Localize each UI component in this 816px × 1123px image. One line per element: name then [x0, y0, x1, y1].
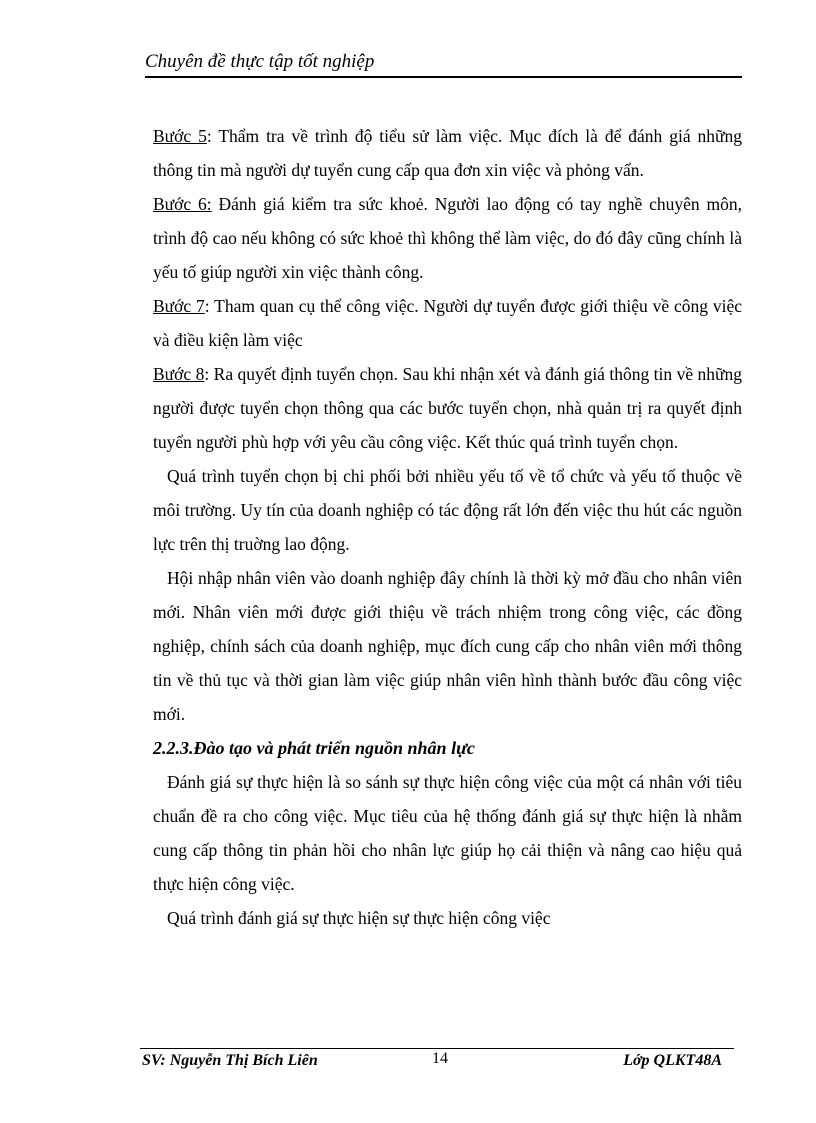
- document-body: [153, 119, 742, 935]
- page-header: [145, 50, 742, 78]
- step-8-text: : Ra quyết định tuyển chọn. Sau khi nhận xét và đánh giá thông tin về những người được tuyển chọn thông qua các bước tuyển chọn, nhà quản trị ra quyết định tuyển người phù hợp với yêu cầu công việc. Kết thúc quá trình tuyển chọn.: [153, 364, 742, 452]
- footer-student-name: SV: Nguyễn Thị Bích Liên: [142, 1052, 318, 1069]
- step-7-paragraph: [153, 289, 742, 357]
- step-7-text: : Tham quan cụ thể công việc. Người dự tuyển được giới thiệu về công việc và điều kiện làm việc: [153, 296, 742, 350]
- step-5-label: Bước 5: [153, 126, 207, 146]
- document-title: Chuyên đề thực tập tốt nghiệp: [145, 51, 375, 72]
- onboarding-paragraph: Hội nhập nhân viên vào doanh nghiệp đây chính là thời kỳ mở đầu cho nhân viên mới. Nhân viên mới được giới thiệu về trách nhiệm trong công việc, các đồng nghiệp, chính sách của doanh nghiệp, mục đích cung cấp cho nhân viên mới thông tin về thủ tục và thời gian làm việc giúp nhân viên hình thành bước đầu công việc mới.: [153, 568, 742, 724]
- footer-class-name: Lớp QLKT48A: [623, 1052, 722, 1069]
- selection-factors-paragraph: Quá trình tuyển chọn bị chi phối bởi nhiều yếu tố về tổ chức và yếu tố thuộc về môi trường. Uy tín của doanh nghiệp có tác động rất lớn đến việc thu hút các nguồn lực trên thị truờng lao động.: [153, 466, 742, 554]
- step-8-paragraph: [153, 357, 742, 459]
- step-5-text: : Thẩm tra về trình độ tiểu sử làm việc. Mục đích là để đánh giá những thông tin mà người dự tuyển cung cấp qua đơn xin việc và phỏng vấn.: [153, 126, 742, 180]
- step-6-label: Bước 6:: [153, 194, 212, 214]
- step-5-paragraph: [153, 119, 742, 187]
- step-6-paragraph: [153, 187, 742, 289]
- page-number: 14: [432, 1050, 448, 1067]
- step-7-label: Bước 7: [153, 296, 205, 316]
- evaluation-paragraph: Đánh giá sự thực hiện là so sánh sự thực hiện công việc của một cá nhân với tiêu chuẩn đề ra cho công việc. Mục tiêu của hệ thống đánh giá sự thực hiện là nhằm cung cấp thông tin phản hồi cho nhân lực giúp họ cải thiện và nâng cao hiệu quả thực hiện công việc.: [153, 772, 742, 894]
- section-heading: 2.2.3.Đào tạo và phát triển nguồn nhân lực: [153, 738, 475, 758]
- step-8-label: Bước 8: [153, 364, 205, 384]
- footer-divider: [140, 1048, 734, 1049]
- step-6-text: Đánh giá kiểm tra sức khoẻ. Người lao động có tay nghề chuyên môn, trình độ cao nếu không có sức khoẻ thì không thể làm việc, do đó đây cũng chính là yếu tố giúp người xin việc thành công.: [153, 194, 742, 282]
- evaluation-process-paragraph: Quá trình đánh giá sự thực hiện sự thực hiện công việc: [167, 908, 551, 928]
